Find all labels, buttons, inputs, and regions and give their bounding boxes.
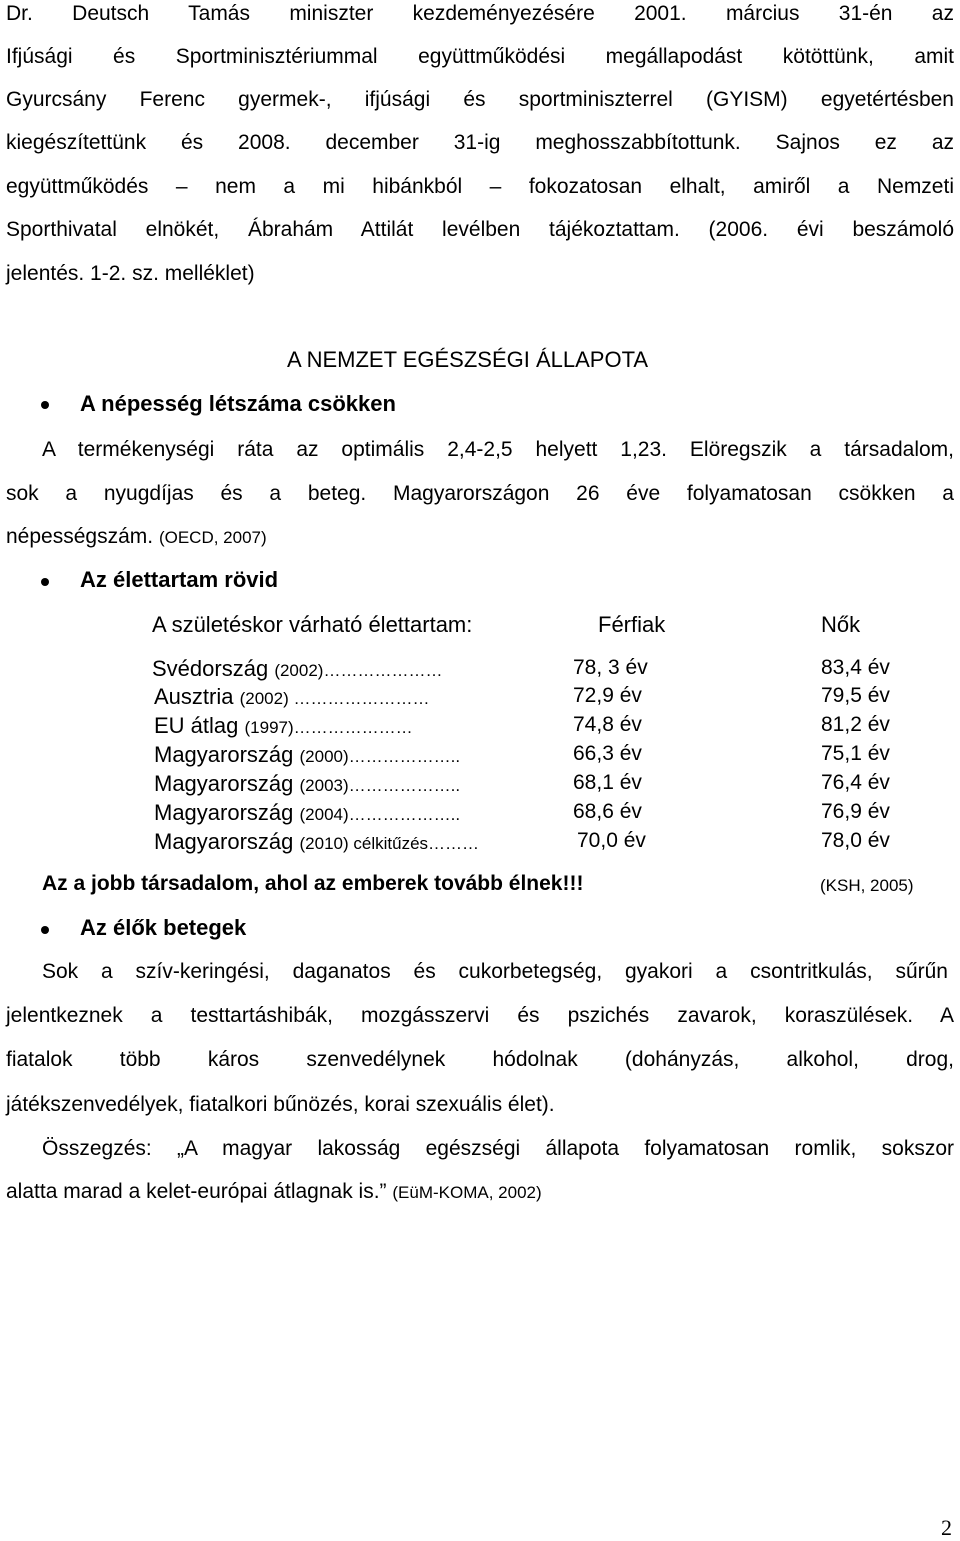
lifespan-header-women: Nők [821, 612, 861, 637]
section3-title: Az élők betegek [80, 915, 247, 940]
lifespan-row-country [154, 742, 460, 768]
section1-line-2: sok a nyugdíjas és a beteg. Magyarországon 26 éve folyamatosan csökken a [6, 482, 954, 505]
row-country-name: EU átlag [154, 713, 239, 738]
row-year: (2002) [274, 661, 324, 680]
intro-line-6: Sporthivatal elnökét, Ábrahám Attilát levélben tájékoztattam. (2006. évi beszámoló [6, 218, 954, 241]
row-country-name: Ausztria [154, 684, 234, 709]
intro-line-5: együttműködés – nem a mi hibánkból – fokozatosan elhalt, amiről a Nemzeti [6, 175, 954, 198]
row-country-name: Magyarország [154, 829, 294, 854]
lifespan-row-men: 66,3 év [573, 742, 642, 765]
lifespan-header-label: A születéskor várható élettartam: [152, 612, 473, 637]
row-dots: ……… [428, 834, 480, 853]
lifespan-header-men: Férfiak [598, 612, 666, 637]
lifespan-row-country [152, 656, 442, 682]
lifespan-source: (KSH, 2005) [820, 876, 914, 895]
row-year: (2010) célkitűzés [299, 834, 429, 853]
section1-title: A népesség létszáma csökken [80, 391, 396, 416]
row-year: (2004) [299, 805, 349, 824]
row-year: (2003) [299, 776, 349, 795]
row-dots: ……………….. [348, 776, 461, 795]
lifespan-row-women: 78,0 év [821, 829, 890, 852]
row-dots: ……………….. [348, 805, 461, 824]
row-year: (1997) [244, 718, 294, 737]
lifespan-row-women: 83,4 év [821, 656, 890, 679]
lifespan-conclusion: Az a jobb társadalom, ahol az emberek tovább élnek!!! [42, 872, 584, 895]
intro-line-4: kiegészítettünk és 2008. december 31-ig meghosszabbítottunk. Sajnos ez az [6, 131, 954, 154]
summary-line-2 [6, 1180, 542, 1204]
section3-line-4: játékszenvedélyek, fiatalkori bűnözés, korai szexuális élet). [6, 1093, 555, 1116]
lifespan-row-women: 75,1 év [821, 742, 890, 765]
row-country-name: Magyarország [154, 742, 294, 767]
row-country-name: Magyarország [154, 771, 294, 796]
lifespan-row-country [154, 800, 460, 826]
lifespan-row-men: 70,0 év [577, 829, 646, 852]
bullet-icon [41, 401, 49, 409]
section1-source: (OECD, 2007) [158, 528, 267, 547]
lifespan-row-men: 72,9 év [573, 684, 642, 707]
summary-line-1: Összegzés: „A magyar lakosság egészségi állapota folyamatosan romlik, sokszor [42, 1137, 954, 1160]
page-number: 2 [941, 1515, 952, 1540]
lifespan-row-men: 74,8 év [573, 713, 642, 736]
intro-line-2: Ifjúsági és Sportminisztériummal együttműködési megállapodást kötöttünk, amit [6, 45, 954, 68]
lifespan-row-country [154, 684, 429, 710]
section3-line-1: Sok a szív-keringési, daganatos és cukorbetegség, gyakori a csontritkulás, sűrűn [42, 960, 948, 983]
summary-source: (EüM-KOMA, 2002) [392, 1183, 542, 1202]
section2-title: Az élettartam rövid [80, 567, 279, 592]
lifespan-row-men: 68,6 év [573, 800, 642, 823]
lifespan-row-women: 76,4 év [821, 771, 890, 794]
lifespan-row-country [154, 713, 413, 739]
section3-line-2: jelentkeznek a testtartáshibák, mozgásszervi és pszichés zavarok, koraszülések. A [6, 1004, 954, 1027]
section1-line-3 [6, 525, 267, 549]
summary-text: alatta marad a kelet-európai átlagnak is.” [6, 1180, 387, 1203]
lifespan-row-women: 76,9 év [821, 800, 890, 823]
lifespan-row-country [154, 829, 479, 855]
lifespan-row-women: 79,5 év [821, 684, 890, 707]
lifespan-row-men: 68,1 év [573, 771, 642, 794]
lifespan-row-women: 81,2 év [821, 713, 890, 736]
lifespan-row-men: 78, 3 év [573, 656, 648, 679]
intro-line-7: jelentés. 1-2. sz. melléklet) [6, 262, 255, 285]
row-country-name: Magyarország [154, 800, 294, 825]
row-dots: ……………….. [348, 747, 461, 766]
row-dots: ………………… [323, 661, 443, 680]
section3-line-3: fiatalok több káros szenvedélynek hódolnak (dohányzás, alkohol, drog, [6, 1048, 954, 1071]
row-year: (2002) [239, 689, 289, 708]
lifespan-row-country [154, 771, 460, 797]
row-dots: ………………… [293, 718, 413, 737]
section1-text: népességszám. [6, 525, 154, 548]
bullet-icon [41, 578, 49, 586]
row-year: (2000) [299, 747, 349, 766]
row-country-name: Svédország [152, 656, 269, 681]
row-dots: …………………… [288, 689, 430, 708]
section1-line-1: A termékenységi ráta az optimális 2,4-2,5 helyett 1,23. Elöregszik a társadalom, [42, 438, 954, 461]
intro-line-1: Dr. Deutsch Tamás miniszter kezdeményezésére 2001. március 31-én az [6, 2, 954, 25]
page-heading: A NEMZET EGÉSZSÉGI ÁLLAPOTA [287, 347, 649, 372]
intro-line-3: Gyurcsány Ferenc gyermek-, ifjúsági és sportminiszterrel (GYISM) egyetértésben [6, 88, 954, 111]
bullet-icon [41, 926, 49, 934]
